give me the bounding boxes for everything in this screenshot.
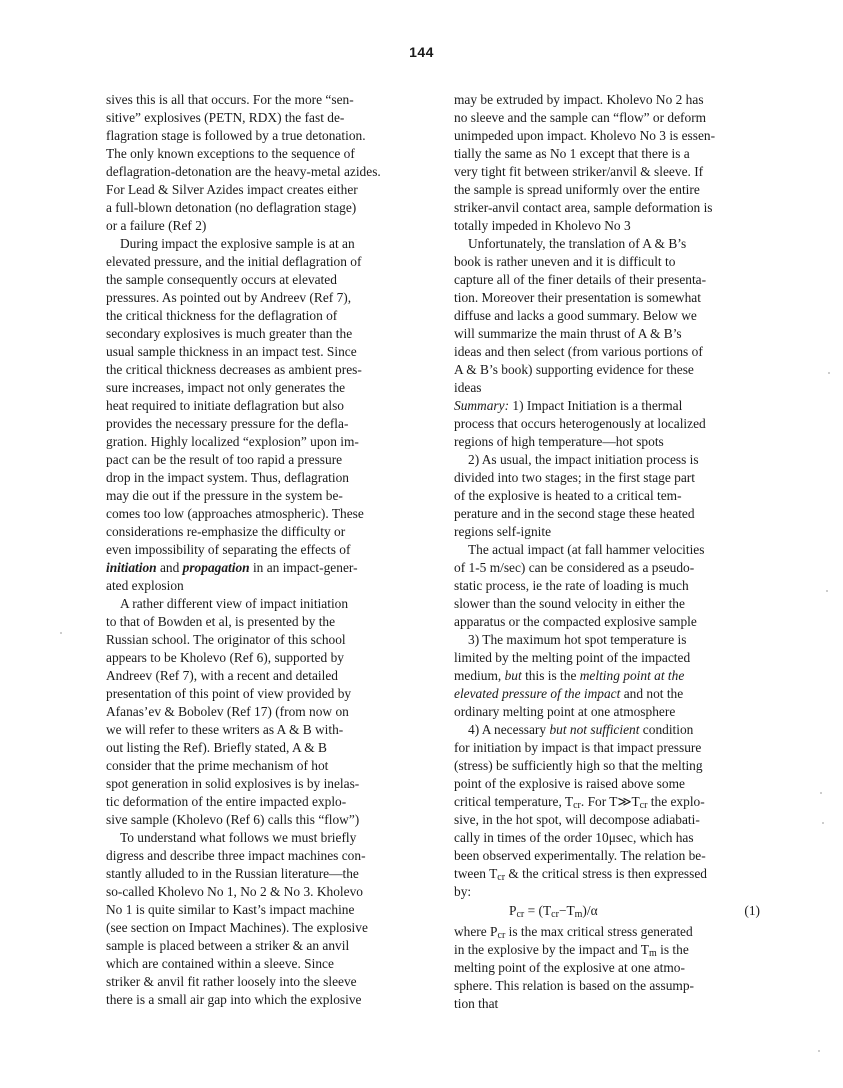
text-line: (see section on Impact Machines). The explosive bbox=[106, 920, 368, 935]
text-line: consider that the prime mechanism of hot bbox=[106, 758, 329, 773]
text-line: for initiation by impact is that impact pressure bbox=[454, 740, 702, 755]
text-line: divided into two stages; in the first stage part bbox=[454, 470, 695, 485]
text-line: sample is placed between a striker & an anvil bbox=[106, 938, 350, 953]
text-line: striker-anvil contact area, sample deformation is bbox=[454, 200, 713, 215]
text-line: no sleeve and the sample can “flow” or deform bbox=[454, 110, 707, 125]
text-line: even impossibility of separating the effects of bbox=[106, 542, 351, 557]
text-line: there is a small air gap into which the explosive bbox=[106, 992, 362, 1007]
text-line: regions of high temperature—hot spots bbox=[454, 434, 664, 449]
text-run: P bbox=[509, 903, 517, 918]
text-line: During impact the explosive sample is at an bbox=[120, 236, 355, 251]
text-line: book is rather uneven and it is difficult to bbox=[454, 254, 676, 269]
text-run: critical temperature, T bbox=[454, 794, 574, 809]
text-run: and not the bbox=[620, 686, 684, 701]
text-line: the critical thickness for the deflagration of bbox=[106, 308, 338, 323]
text-line: pact can be the result of too rapid a pressure bbox=[106, 452, 343, 467]
text-line: gration. Highly localized “explosion” upon im- bbox=[106, 434, 359, 449]
scan-speck bbox=[826, 590, 828, 592]
text-line: point of the explosive is raised above some bbox=[454, 776, 685, 791]
text-run: 4) A necessary bbox=[468, 722, 550, 737]
summary-label: Summary: bbox=[454, 398, 510, 413]
text-line: presentation of this point of view provided by bbox=[106, 686, 352, 701]
text-line: limited by the melting point of the impacted bbox=[454, 650, 691, 665]
text-line: considerations re-emphasize the difficulty or bbox=[106, 524, 346, 539]
emphasis: melting point at the bbox=[579, 668, 685, 683]
text-run: )/α bbox=[582, 903, 598, 918]
text-line: capture all of the finer details of their presenta- bbox=[454, 272, 707, 287]
text-run: the explo- bbox=[647, 794, 705, 809]
text-line: usual sample thickness in an impact test. Since bbox=[106, 344, 357, 359]
right-column bbox=[454, 91, 760, 1013]
equation-number: (1) bbox=[744, 903, 760, 918]
text-line: drop in the impact system. Thus, deflagration bbox=[106, 470, 349, 485]
text-line: appears to be Kholevo (Ref 6), supported by bbox=[106, 650, 344, 665]
text-line: sive sample (Kholevo (Ref 6) calls this “flow”) bbox=[106, 812, 360, 827]
text-line: we will refer to these writers as A & B with- bbox=[106, 722, 344, 737]
text-line: No 1 is quite similar to Kast’s impact machine bbox=[106, 902, 355, 917]
text-line: melting point of the explosive at one atmo- bbox=[454, 960, 685, 975]
text-line: striker & anvil fit rather loosely into the sleeve bbox=[106, 974, 357, 989]
text-line: to that of Bowden et al, is presented by the bbox=[106, 614, 336, 629]
equation bbox=[454, 901, 760, 923]
text-line: the sample is spread uniformly over the entire bbox=[454, 182, 700, 197]
text-line: process that occurs heterogenously at localized bbox=[454, 416, 706, 431]
text-line bbox=[454, 865, 760, 883]
emphasis: initiation bbox=[106, 560, 157, 575]
page-number: 144 bbox=[409, 44, 434, 60]
emphasis: elevated pressure of the impact bbox=[454, 686, 621, 701]
text-run: and bbox=[156, 560, 183, 575]
subscript: m bbox=[649, 948, 657, 959]
text-line: tic deformation of the entire impacted explo- bbox=[106, 794, 347, 809]
text-line: heat required to initiate deflagration but also bbox=[106, 398, 344, 413]
text-line: pressures. As pointed out by Andreev (Ref 7), bbox=[106, 290, 352, 305]
text-line: very tight fit between striker/anvil & sleeve. If bbox=[454, 164, 704, 179]
scan-speck bbox=[820, 792, 822, 794]
text-run: −T bbox=[558, 903, 575, 918]
text-line: a full-blown detonation (no deflagration stage) bbox=[106, 200, 357, 215]
text-run: 1) Impact Initiation is a thermal bbox=[509, 398, 683, 413]
text-line: (stress) be sufficiently high so that the melting bbox=[454, 758, 703, 773]
text-line: which are contained within a sleeve. Since bbox=[106, 956, 334, 971]
text-run: is the bbox=[656, 942, 689, 957]
text-line: Andreev (Ref 7), with a recent and detailed bbox=[106, 668, 339, 683]
scan-speck bbox=[818, 1050, 820, 1052]
text-run: medium, bbox=[454, 668, 505, 683]
text-line: will summarize the main thrust of A & B’s bbox=[454, 326, 682, 341]
text-line bbox=[106, 559, 424, 577]
text-line: out listing the Ref). Briefly stated, A & B bbox=[106, 740, 327, 755]
text-run: = (T bbox=[524, 903, 552, 918]
text-line bbox=[454, 397, 760, 415]
text-line: or a failure (Ref 2) bbox=[106, 218, 207, 233]
text-line: ideas and then select (from various portions of bbox=[454, 344, 703, 359]
text-line: elevated pressure, and the initial deflagration of bbox=[106, 254, 362, 269]
text-run: in an impact-gener- bbox=[249, 560, 358, 575]
subscript: cr bbox=[516, 909, 525, 920]
text-line: ated explosion bbox=[106, 578, 184, 593]
emphasis: but bbox=[504, 668, 522, 683]
text-run: is the max critical stress generated bbox=[505, 924, 693, 939]
subscript: cr bbox=[551, 909, 559, 920]
text-line bbox=[454, 793, 760, 811]
text-line: For Lead & Silver Azides impact creates either bbox=[106, 182, 358, 197]
text-line: cally in times of the order 10μsec, which has bbox=[454, 830, 694, 845]
subscript: cr bbox=[573, 800, 581, 811]
text-line: diffuse and lacks a good summary. Below we bbox=[454, 308, 697, 323]
text-line: of 1-5 m/sec) can be considered as a pseudo- bbox=[454, 560, 695, 575]
text-line: comes too low (approaches atmospheric). These bbox=[106, 506, 364, 521]
text-line: totally impeded in Kholevo No 3 bbox=[454, 218, 631, 233]
text-line: may be extruded by impact. Kholevo No 2 has bbox=[454, 92, 704, 107]
text-line: by: bbox=[454, 884, 472, 899]
text-line: Unfortunately, the translation of A & B’s bbox=[468, 236, 687, 251]
text-line: A & B’s book) supporting evidence for these bbox=[454, 362, 694, 377]
text-line: ideas bbox=[454, 380, 482, 395]
text-line bbox=[454, 941, 760, 959]
text-line: The actual impact (at fall hammer velocities bbox=[468, 542, 705, 557]
text-run: tween T bbox=[454, 866, 498, 881]
subscript: cr bbox=[497, 872, 506, 883]
text-line: flagration stage is followed by a true detonation. bbox=[106, 128, 366, 143]
emphasis: but not sufficient bbox=[549, 722, 640, 737]
text-line bbox=[454, 721, 760, 739]
text-line: sure increases, impact not only generates the bbox=[106, 380, 346, 395]
text-run: . For T≫T bbox=[580, 794, 640, 809]
text-line: 3) The maximum hot spot temperature is bbox=[468, 632, 687, 647]
scan-speck bbox=[828, 372, 830, 374]
text-line: tion that bbox=[454, 996, 499, 1011]
text-run: & the critical stress is then expressed bbox=[505, 866, 707, 881]
text-line: may die out if the pressure in the system be- bbox=[106, 488, 343, 503]
text-line: regions self-ignite bbox=[454, 524, 552, 539]
left-column bbox=[106, 91, 424, 1009]
text-line: Afanas’ev & Bobolev (Ref 17) (from now on bbox=[106, 704, 349, 719]
text-line: static process, ie the rate of loading is much bbox=[454, 578, 689, 593]
text-run: where P bbox=[454, 924, 498, 939]
text-line: spot generation in solid explosives is by inelas- bbox=[106, 776, 360, 791]
text-line: been observed experimentally. The relation be- bbox=[454, 848, 706, 863]
subscript: cr bbox=[639, 800, 648, 811]
text-line: tion. Moreover their presentation is somewhat bbox=[454, 290, 701, 305]
text-line: the critical thickness decreases as ambient pres- bbox=[106, 362, 362, 377]
text-line: provides the necessary pressure for the defla- bbox=[106, 416, 349, 431]
text-line bbox=[454, 685, 760, 703]
text-line: stantly alluded to in the Russian literature—the bbox=[106, 866, 359, 881]
equation-expression bbox=[509, 902, 598, 920]
text-line: deflagration-detonation are the heavy-metal azides. bbox=[106, 164, 381, 179]
text-line: To understand what follows we must briefly bbox=[120, 830, 357, 845]
text-line: The only known exceptions to the sequence of bbox=[106, 146, 355, 161]
text-line: the sample consequently occurs at elevated bbox=[106, 272, 337, 287]
text-run: condition bbox=[639, 722, 694, 737]
subscript: m bbox=[574, 909, 583, 920]
text-line: apparatus or the compacted explosive sample bbox=[454, 614, 697, 629]
text-line: unimpeded upon impact. Kholevo No 3 is essen- bbox=[454, 128, 716, 143]
text-line: sphere. This relation is based on the assump- bbox=[454, 978, 694, 993]
text-run: in the explosive by the impact and T bbox=[454, 942, 649, 957]
text-line bbox=[454, 923, 760, 941]
text-run: this is the bbox=[521, 668, 580, 683]
text-line: sitive” explosives (PETN, RDX) the fast de- bbox=[106, 110, 345, 125]
text-line: so-called Kholevo No 1, No 2 & No 3. Kholevo bbox=[106, 884, 363, 899]
text-line: of the explosive is heated to a critical tem- bbox=[454, 488, 682, 503]
emphasis: propagation bbox=[182, 560, 250, 575]
text-line: digress and describe three impact machines con- bbox=[106, 848, 366, 863]
text-line: perature and in the second stage these heated bbox=[454, 506, 695, 521]
text-line: secondary explosives is much greater than the bbox=[106, 326, 353, 341]
text-line: 2) As usual, the impact initiation process is bbox=[468, 452, 699, 467]
text-line: sive, in the hot spot, will decompose adiabati- bbox=[454, 812, 700, 827]
text-line bbox=[454, 667, 760, 685]
subscript: cr bbox=[497, 930, 506, 941]
scan-speck bbox=[60, 632, 62, 634]
text-line: sives this is all that occurs. For the more “sen- bbox=[106, 92, 354, 107]
text-line: ordinary melting point at one atmosphere bbox=[454, 704, 676, 719]
text-line: A rather different view of impact initiation bbox=[120, 596, 349, 611]
scan-speck bbox=[822, 822, 824, 824]
text-line: tially the same as No 1 except that there is a bbox=[454, 146, 690, 161]
text-line: slower than the sound velocity in either the bbox=[454, 596, 685, 611]
text-line: Russian school. The originator of this school bbox=[106, 632, 346, 647]
